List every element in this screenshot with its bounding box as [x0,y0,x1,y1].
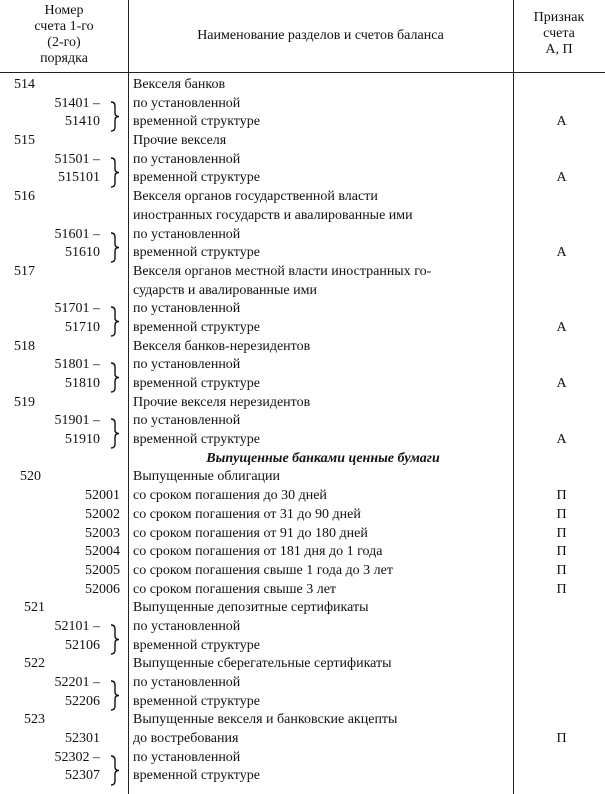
account-name-cell: по установленной [133,301,241,317]
header-col1-line: порядка [40,51,88,66]
table-row [0,450,605,469]
account-code: 52006 [85,581,120,597]
table-row [0,711,605,730]
account-code: 51610 [65,245,100,261]
table-row [0,132,605,151]
account-name-cell: временной структуре [133,114,260,130]
account-number-cell [0,263,128,282]
account-sign-cell [518,76,605,95]
account-sign-cell: А [556,245,567,261]
header-col3-line: Признак [533,10,585,25]
table-row [0,581,605,600]
account-sign-cell: П [556,506,567,522]
table-row [0,767,605,786]
table-row [0,338,605,357]
table-row [0,300,605,319]
account-code: 52004 [85,544,120,560]
table-row [0,282,605,301]
account-sign-cell: А [556,319,567,335]
account-name-cell: временной структуре [133,432,260,448]
section-number: 514 [14,77,35,92]
table-row [0,637,605,656]
account-sign-cell [518,207,605,226]
account-code: 52307 [65,768,100,784]
account-code: 515101 [58,170,100,186]
account-number-cell [0,487,128,506]
section-number: 515 [14,133,35,149]
account-sign-cell [518,132,605,151]
account-name-cell: временной структуре [133,693,260,709]
account-number-cell [0,207,128,226]
account-sign-cell [518,693,605,712]
account-name-cell: временной структуре [133,319,260,335]
table-row [0,412,605,431]
account-name-cell: Прочие векселя [133,133,227,149]
header-account-number [0,3,128,67]
account-number-cell [0,95,128,114]
table-row [0,674,605,693]
account-code: 52301 [65,731,100,747]
account-sign-cell [518,599,605,618]
section-number: 518 [14,338,35,354]
account-sign-cell [518,468,605,487]
header-account-sign [513,10,605,58]
account-code: 52106 [65,637,100,653]
account-number-cell [0,562,128,581]
account-name-cell: временной структуре [133,376,260,391]
account-sign-cell [518,356,605,375]
account-number-cell [0,618,128,637]
table-row [0,356,605,375]
account-sign-cell [518,749,605,768]
table-row [0,562,605,581]
section-number: 523 [24,712,45,728]
account-name-cell: сударств и авалированные ими [133,282,317,298]
account-name-cell: до востребования [133,731,239,747]
account-code: 52101 – [54,618,100,634]
account-name-cell: по установленной [133,675,241,690]
table-row [0,749,605,768]
account-code: 51901 – [54,413,100,429]
table-row [0,394,605,413]
account-code: 51701 – [54,301,100,317]
account-sign-cell [518,674,605,693]
account-code: 52003 [85,525,120,541]
account-number-cell [0,188,128,207]
account-sign-cell [518,637,605,656]
header-col1-line: (2-го) [47,35,81,50]
account-code: 51501 – [54,151,100,167]
account-number-cell [0,151,128,170]
account-name-cell: со сроком погашения от 181 дня до 1 года [133,544,383,560]
account-number-cell [0,637,128,656]
account-sign-cell [518,282,605,301]
account-code: 51710 [65,319,100,335]
account-code: 52001 [85,488,120,504]
account-name-cell: Выпущенные депозитные сертификаты [133,600,369,616]
table-row [0,375,605,394]
section-number: 519 [14,394,35,410]
account-name-cell: по установленной [133,618,241,634]
account-number-cell [0,655,128,674]
table-row [0,525,605,544]
account-sign-cell [518,338,605,357]
account-number-cell [0,506,128,525]
table-row [0,95,605,114]
account-number-cell [0,525,128,544]
account-code: 52005 [85,562,120,578]
table-row [0,76,605,95]
table-row [0,244,605,263]
account-name-cell: по установленной [133,357,241,373]
account-code: 51910 [65,432,100,448]
account-name-cell: временной структуре [133,245,260,261]
account-number-cell [0,282,128,301]
account-sign-cell: А [556,114,567,130]
header-col3-line: счета [543,26,575,41]
table-row [0,730,605,749]
account-number-cell [0,767,128,786]
account-number-cell [0,356,128,375]
account-sign-cell [518,226,605,245]
account-sign-cell [518,655,605,674]
account-name-cell: временной структуре [133,768,260,784]
table-row [0,618,605,637]
account-number-cell [0,338,128,357]
section-number: 522 [24,656,45,672]
account-number-cell [0,599,128,618]
account-name-cell: Прочие векселя нерезидентов [133,394,311,410]
account-name-cell: по установленной [133,749,241,765]
account-sign-cell: А [556,432,567,448]
account-number-cell [0,749,128,768]
account-name-cell: со сроком погашения от 31 до 90 дней [133,506,361,522]
table-body [0,76,605,786]
account-sign-cell [518,711,605,730]
account-number-cell [0,375,128,394]
account-sign-cell: П [556,525,567,541]
account-sign-cell [518,618,605,637]
account-name-cell: со сроком погашения свыше 3 лет [133,581,337,597]
account-name-cell: временной структуре [133,170,260,186]
account-name-cell: по установленной [133,226,241,242]
account-sign-cell: П [556,488,567,504]
account-code: 51801 – [54,357,100,373]
account-sign-cell [518,767,605,786]
table-row [0,599,605,618]
account-sign-cell: П [556,544,567,560]
table-row [0,188,605,207]
header-col1-line: счета 1-го [34,19,94,34]
account-sign-cell [518,263,605,282]
table-row [0,169,605,188]
table-row [0,543,605,562]
account-sign-cell: П [556,562,567,578]
account-name-cell: со сроком погашения до 30 дней [133,488,327,504]
account-name-cell: Векселя банков-нерезидентов [133,338,311,354]
account-code: 52002 [85,506,120,522]
account-name-cell: по установленной [133,413,241,429]
header-rule [0,72,605,73]
section-number: 521 [24,600,45,616]
account-code: 51601 – [54,226,100,242]
table-row [0,207,605,226]
account-code: 51410 [65,114,100,130]
account-number-cell [0,543,128,562]
account-code: 52206 [65,693,100,709]
account-code: 51810 [65,376,100,391]
table-row [0,431,605,450]
account-sign-cell [518,412,605,431]
account-name-cell: со сроком погашения от 91 до 180 дней [133,525,368,541]
account-number-cell [0,468,128,487]
account-name-cell: по установленной [133,151,241,167]
table-row [0,263,605,282]
subheading: Выпущенные банками ценные бумаги [206,450,440,466]
account-number-cell [0,581,128,600]
account-number-cell [0,394,128,413]
account-sign-cell [518,151,605,170]
account-sign-cell: П [556,581,567,597]
account-number-cell [0,674,128,693]
account-sign-cell: П [556,731,567,747]
table-row [0,693,605,712]
header-col3-line: А, П [545,42,573,57]
account-number-cell [0,226,128,245]
account-sign-cell [518,95,605,114]
account-sign-cell: А [556,170,567,186]
account-name-cell: Векселя органов местной власти иностранных го- [133,263,432,279]
account-name-cell: Выпущенные сберегательные сертификаты [133,656,392,672]
account-code: 52302 – [54,749,100,765]
account-sign-cell [518,394,605,413]
table-row [0,151,605,170]
table-row [0,487,605,506]
account-number-cell [0,76,128,95]
account-sign-cell: А [556,376,567,391]
header-section-name [128,28,513,44]
section-number: 517 [14,263,35,279]
table-row [0,319,605,338]
account-number-cell [0,319,128,338]
account-name-cell: Выпущенные облигации [133,469,281,485]
table-row [0,113,605,132]
table-row [0,468,605,487]
account-name-cell: Векселя банков [133,77,226,92]
table-row [0,506,605,525]
account-name-cell: по установленной [133,95,241,111]
account-number-cell [0,300,128,319]
account-code: 52201 – [54,675,100,690]
account-number-cell [0,730,128,749]
account-number-cell [0,169,128,188]
account-sign-cell [518,300,605,319]
account-name-cell: Выпущенные векселя и банковские акцепты [133,712,398,728]
account-name-cell: иностранных государств и авалированные ими [133,207,413,223]
account-number-cell [0,412,128,431]
account-number-cell [0,132,128,151]
account-number-cell [0,711,128,730]
section-number: 516 [14,189,35,205]
account-number-cell [0,113,128,132]
table-row [0,655,605,674]
account-number-cell [0,431,128,450]
header-col2-text: Наименование разделов и счетов баланса [197,28,444,43]
account-code: 51401 – [54,95,100,111]
account-sign-cell [518,188,605,207]
account-number-cell [0,244,128,263]
header-col1-line: Номер [44,3,84,18]
section-number: 520 [20,469,41,485]
account-name-cell: со сроком погашения свыше 1 года до 3 лет [133,562,393,578]
table-row [0,226,605,245]
account-name-cell: временной структуре [133,637,260,653]
account-name-cell: Векселя органов государственной власти [133,189,378,205]
account-number-cell [0,693,128,712]
